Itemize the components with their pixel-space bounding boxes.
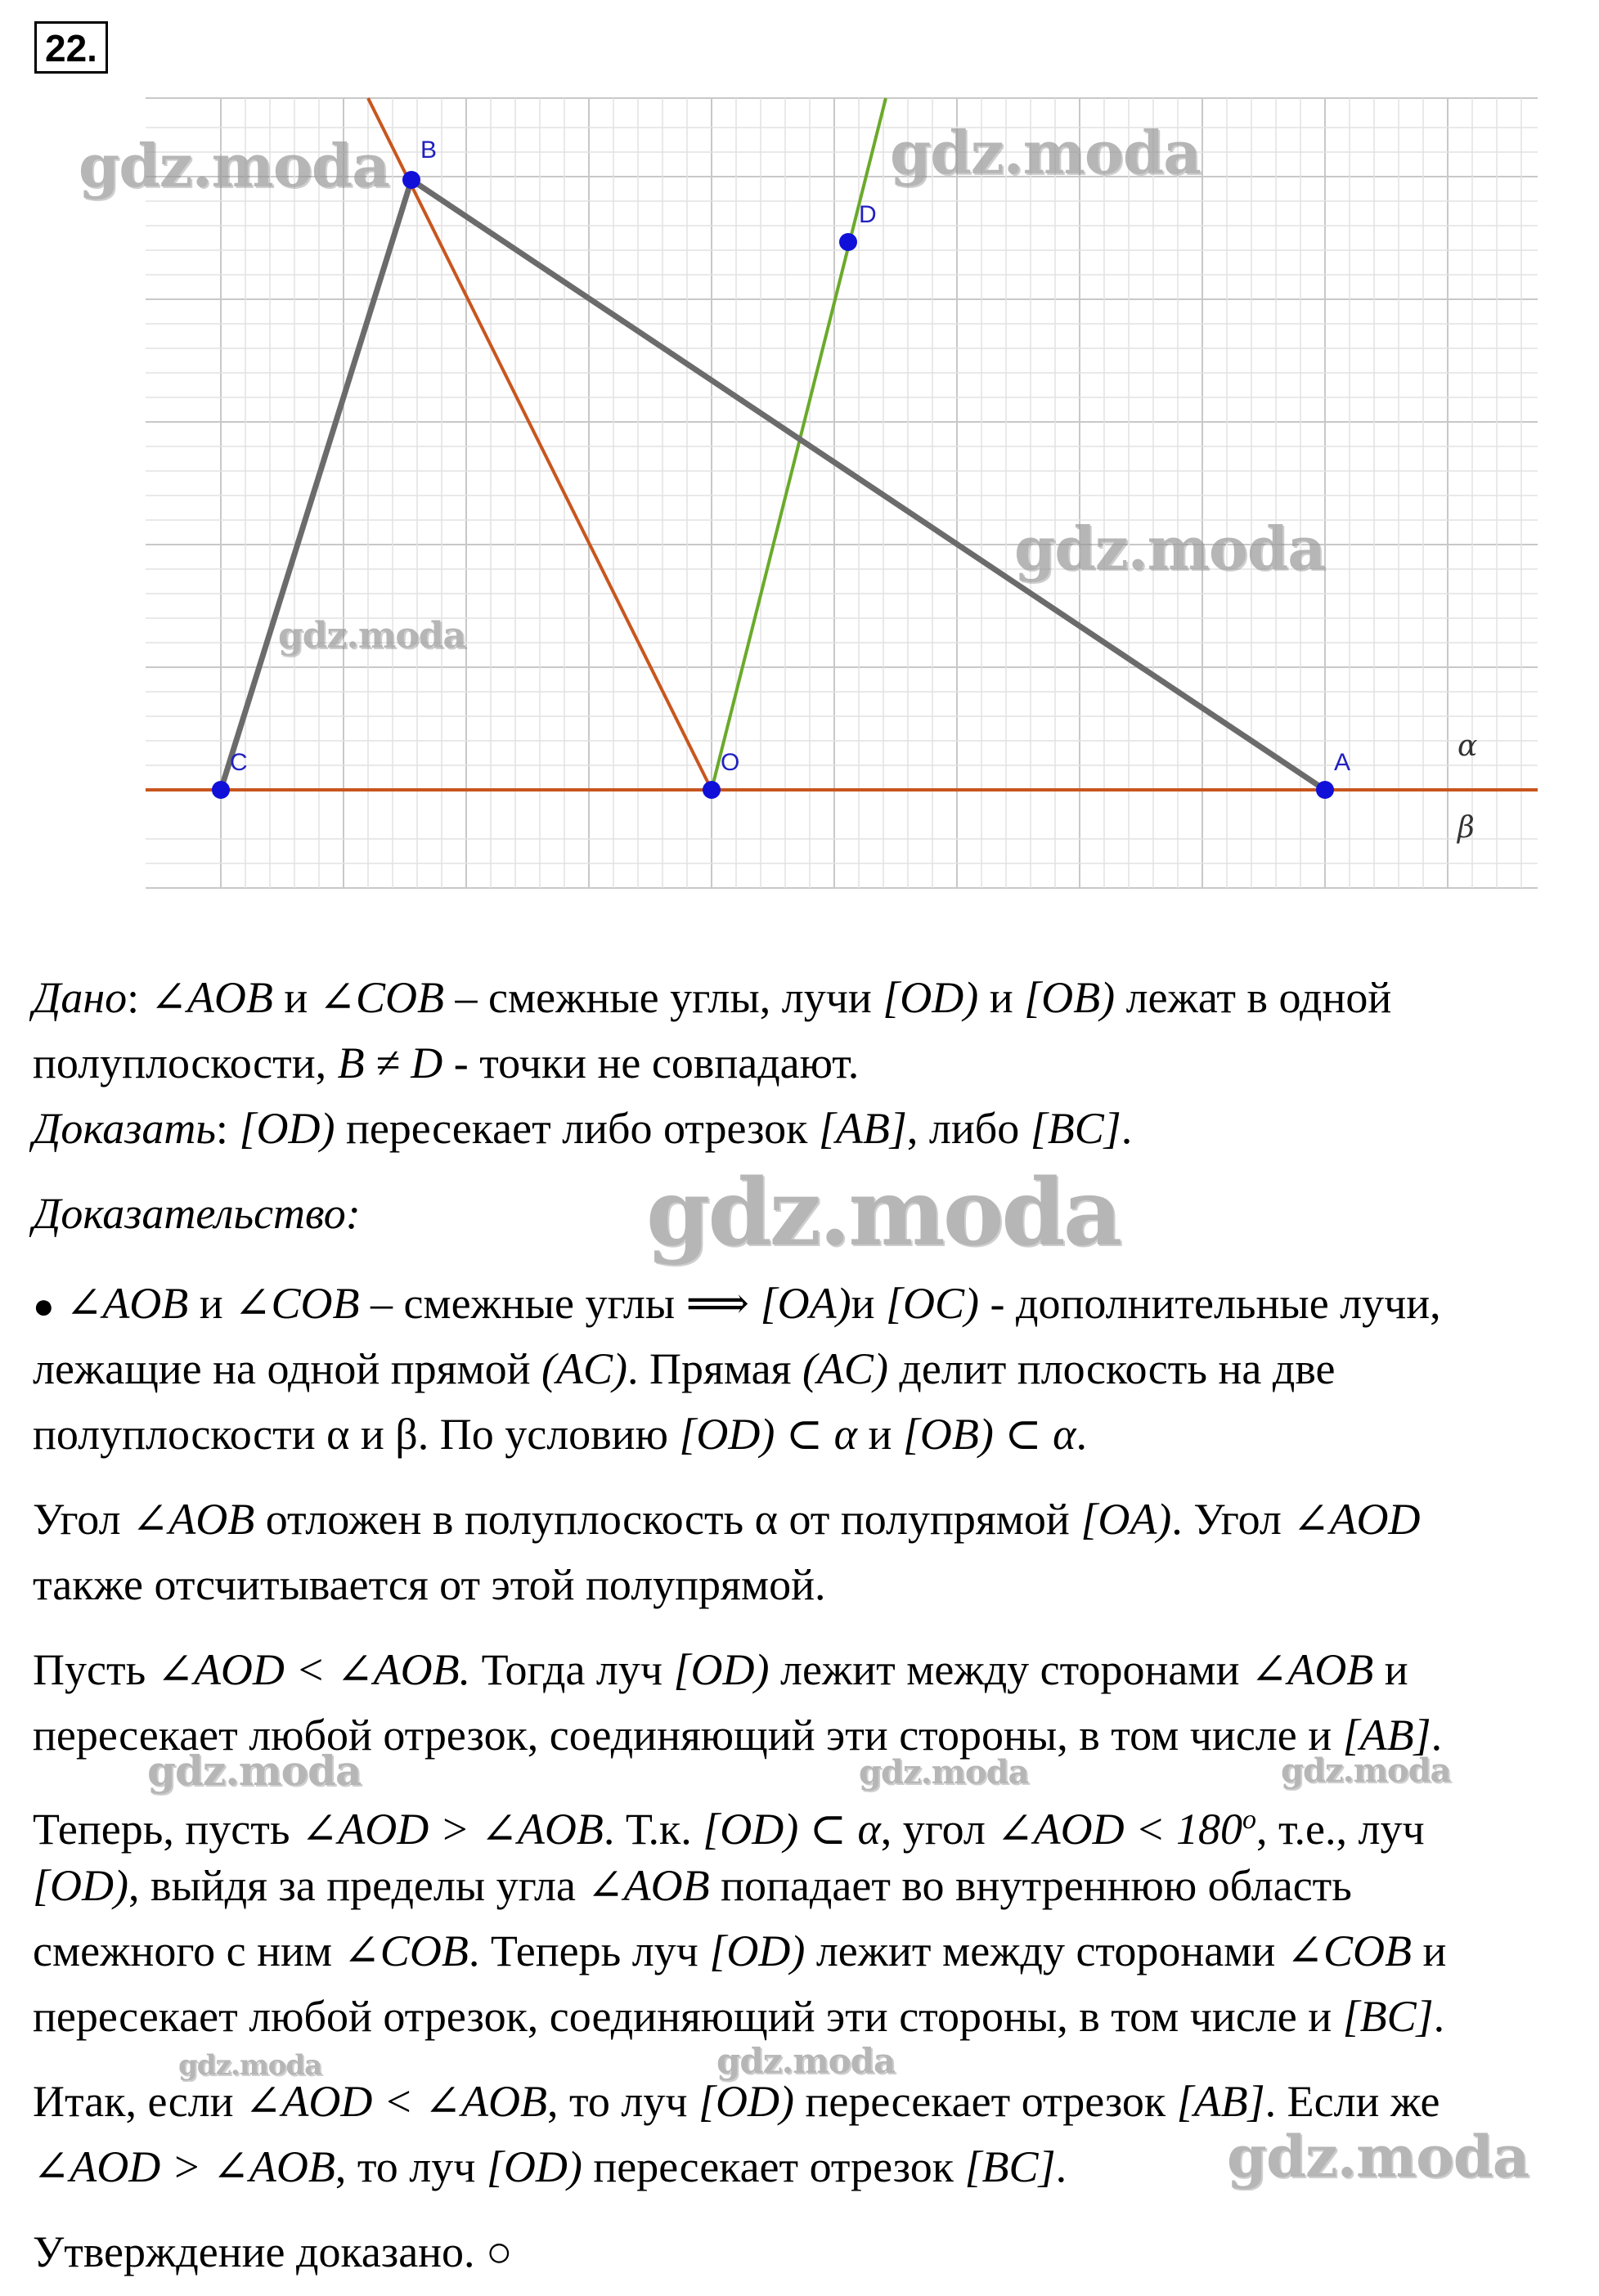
text: Тогда луч bbox=[470, 1645, 674, 1694]
text: попадает во внутреннюю область bbox=[709, 1861, 1352, 1910]
watermark: gdz.moda bbox=[890, 118, 1201, 187]
angle-aob: ∠AOB bbox=[150, 973, 273, 1022]
segment-ab-label: [AB] bbox=[818, 1104, 907, 1153]
label-o: O bbox=[721, 749, 740, 776]
given-colon: : bbox=[127, 973, 140, 1022]
angle-aob: ∠AOB bbox=[54, 1279, 189, 1328]
text: пересекает любой отрезок, соединяющий эти стороны, в том числе и bbox=[33, 1992, 1343, 2041]
text: , то луч bbox=[546, 2077, 698, 2126]
text: . bbox=[1121, 1104, 1133, 1153]
p1-line-1 bbox=[33, 1277, 1574, 1333]
text: лежит между сторонами bbox=[769, 1645, 1251, 1694]
watermark: gdz.moda bbox=[1227, 2123, 1529, 2191]
ob-subset-alpha: [OB) ⊂ α bbox=[902, 1410, 1076, 1459]
line-ac-label: (AC) bbox=[541, 1344, 627, 1393]
point-d bbox=[839, 233, 857, 251]
text: Пусть bbox=[33, 1645, 157, 1694]
watermark: gdz.moda bbox=[79, 131, 389, 200]
ray-od-label: [OD) bbox=[883, 973, 979, 1022]
degree-mark: o bbox=[1242, 1805, 1257, 1835]
ray-oa-label: [OA) bbox=[760, 1279, 851, 1328]
bullet: ● bbox=[33, 1286, 55, 1326]
point-o bbox=[703, 781, 721, 799]
label-alpha: α bbox=[1458, 729, 1478, 763]
text: и bbox=[851, 1279, 886, 1328]
b-not-d: B ≠ D bbox=[337, 1038, 443, 1087]
text: . bbox=[1431, 1711, 1443, 1760]
angle-aod: ∠AOD bbox=[1292, 1495, 1421, 1544]
watermark: gdz.moda bbox=[147, 1747, 362, 1795]
p4-line-1 bbox=[33, 1794, 1574, 1855]
p4-line-3 bbox=[33, 1925, 1574, 1977]
angle-cob: ∠COB bbox=[343, 1926, 469, 1975]
p1-line-3 bbox=[33, 1408, 1574, 1460]
text: , выйдя за пределы угла bbox=[128, 1861, 587, 1910]
aod-greater-aob: ∠AOD > ∠AOB bbox=[300, 1805, 604, 1854]
aod-less-aob: ∠AOD < ∠AOB. bbox=[156, 1645, 471, 1694]
p5-line-1 bbox=[33, 2075, 1574, 2128]
text: Угол bbox=[33, 1495, 133, 1544]
text: и bbox=[272, 973, 319, 1022]
segment-ab-label: [AB] bbox=[1342, 1711, 1431, 1760]
text: пересекает отрезок bbox=[582, 2142, 965, 2191]
segment-bc-label: [BC] bbox=[1030, 1104, 1121, 1153]
p2-line-1 bbox=[33, 1493, 1574, 1545]
point-b bbox=[402, 171, 420, 189]
ray-ob-label: [OB) bbox=[1024, 973, 1116, 1022]
prove-label: Доказать bbox=[33, 1104, 216, 1153]
watermark: gdz.moda bbox=[178, 2049, 322, 2082]
ray-od-label: [OD) bbox=[486, 2142, 582, 2191]
watermark: gdz.moda bbox=[646, 1159, 1121, 1267]
given-line-1 bbox=[33, 971, 1574, 1024]
watermark: gdz.moda bbox=[1281, 1751, 1451, 1790]
text: и bbox=[857, 1410, 903, 1459]
label-beta: β bbox=[1458, 811, 1475, 845]
label-c: C bbox=[230, 749, 248, 776]
aod-less-aob: ∠AOD < ∠AOB bbox=[245, 2077, 547, 2126]
text: - точки не совпадают. bbox=[442, 1038, 860, 1087]
prove-colon: : bbox=[215, 1104, 240, 1153]
text: и bbox=[188, 1279, 235, 1328]
segment-bc-label: [BC] bbox=[964, 2142, 1056, 2191]
given-label: Дано bbox=[33, 973, 128, 1022]
text: – смежные углы ⟹ bbox=[359, 1279, 761, 1328]
text: . Если же bbox=[1264, 2077, 1440, 2126]
label-b: B bbox=[420, 137, 438, 164]
point-c bbox=[212, 781, 230, 799]
watermark: gdz.moda bbox=[859, 1753, 1029, 1792]
ray-od-label: [OD) bbox=[33, 1861, 128, 1910]
text: и bbox=[978, 973, 1025, 1022]
text: , т.е., луч bbox=[1256, 1805, 1425, 1854]
text: делит плоскость на две bbox=[887, 1344, 1336, 1393]
ray-od-label: [OD) bbox=[673, 1645, 770, 1694]
text: пересекает любой отрезок, соединяющий эти стороны, в том числе и bbox=[33, 1711, 1343, 1760]
p4-line-2 bbox=[33, 1859, 1574, 1912]
angle-cob: ∠COB bbox=[1286, 1926, 1412, 1975]
proof-label: Доказательство: bbox=[33, 1189, 361, 1238]
prove-line bbox=[33, 1102, 1574, 1155]
text: лежащие на одной прямой bbox=[33, 1344, 542, 1393]
label-d: D bbox=[859, 201, 877, 228]
ray-oc-label: [OC) bbox=[885, 1279, 979, 1328]
angle-cob: ∠COB bbox=[318, 973, 445, 1022]
text: пересекает отрезок bbox=[793, 2077, 1177, 2126]
p1-line-2 bbox=[33, 1343, 1574, 1395]
text: – смежные углы, лучи bbox=[444, 973, 883, 1022]
conclusion: Утверждение доказано. ○ bbox=[33, 2227, 513, 2276]
angle-aob: ∠AOB bbox=[586, 1861, 710, 1910]
text: . Прямая bbox=[627, 1344, 802, 1393]
text: . Т.к. bbox=[603, 1805, 703, 1854]
aod-greater-aob: ∠AOD > ∠AOB bbox=[33, 2142, 335, 2191]
text: , то луч bbox=[335, 2142, 487, 2191]
segment-ba bbox=[411, 180, 1325, 790]
text: смежного с ним bbox=[33, 1926, 344, 1975]
minor-grid bbox=[146, 98, 1538, 888]
text: пересекает либо отрезок bbox=[335, 1104, 819, 1153]
text: и bbox=[1412, 1926, 1447, 1975]
text: лежит между сторонами bbox=[805, 1926, 1287, 1975]
text: отложен в полуплоскость α от полупрямой bbox=[254, 1495, 1081, 1544]
ray-od-label: [OD) bbox=[698, 2077, 794, 2126]
watermark: gdz.moda bbox=[1014, 513, 1325, 583]
text: Итак, если bbox=[33, 2077, 245, 2126]
angle-aob: ∠AOB bbox=[1250, 1645, 1374, 1694]
p3-line-1 bbox=[33, 1644, 1574, 1696]
p2-line-2: также отсчитывается от этой полупрямой. bbox=[33, 1560, 826, 1609]
od-subset-alpha: [OD) ⊂ α bbox=[703, 1805, 881, 1854]
text: . bbox=[1433, 1992, 1445, 2041]
text: . bbox=[1076, 1410, 1087, 1459]
text: Теперь, пусть bbox=[33, 1805, 301, 1854]
ray-od-label: [OD) bbox=[239, 1104, 335, 1153]
point-a bbox=[1316, 781, 1334, 799]
angle-aob: ∠AOB bbox=[132, 1495, 255, 1544]
segment-ab-label: [AB] bbox=[1176, 2077, 1265, 2126]
watermark: gdz.moda bbox=[278, 615, 466, 657]
watermark: gdz.moda bbox=[716, 2041, 896, 2081]
text: . Теперь луч bbox=[468, 1926, 710, 1975]
label-a: A bbox=[1334, 749, 1351, 776]
text: , либо bbox=[906, 1104, 1031, 1153]
text: - дополнительные лучи, bbox=[978, 1279, 1441, 1328]
od-subset-alpha: [OD) ⊂ α bbox=[679, 1410, 858, 1459]
segment-cb bbox=[221, 180, 411, 790]
text: лежат в одной bbox=[1115, 973, 1392, 1022]
given-line-2 bbox=[33, 1037, 1574, 1089]
ray-od-label: [OD) bbox=[709, 1926, 806, 1975]
ray-oa-label: [OA) bbox=[1080, 1495, 1172, 1544]
text: , угол bbox=[880, 1805, 997, 1854]
aod-less-180: ∠AOD < 180 bbox=[996, 1805, 1243, 1854]
grid bbox=[146, 98, 1538, 888]
problem-number: 22. bbox=[34, 21, 108, 74]
text: полуплоскости α и β. По условию bbox=[33, 1410, 680, 1459]
text: полуплоскости, bbox=[33, 1038, 338, 1087]
text: и bbox=[1373, 1645, 1408, 1694]
text: . bbox=[1055, 2142, 1067, 2191]
line-ac-label: (AC) bbox=[802, 1344, 888, 1393]
angle-cob: ∠COB bbox=[234, 1279, 360, 1328]
segment-bc-label: [BC] bbox=[1342, 1992, 1434, 2041]
p4-line-4 bbox=[33, 1990, 1574, 2043]
text: . Угол bbox=[1171, 1495, 1293, 1544]
